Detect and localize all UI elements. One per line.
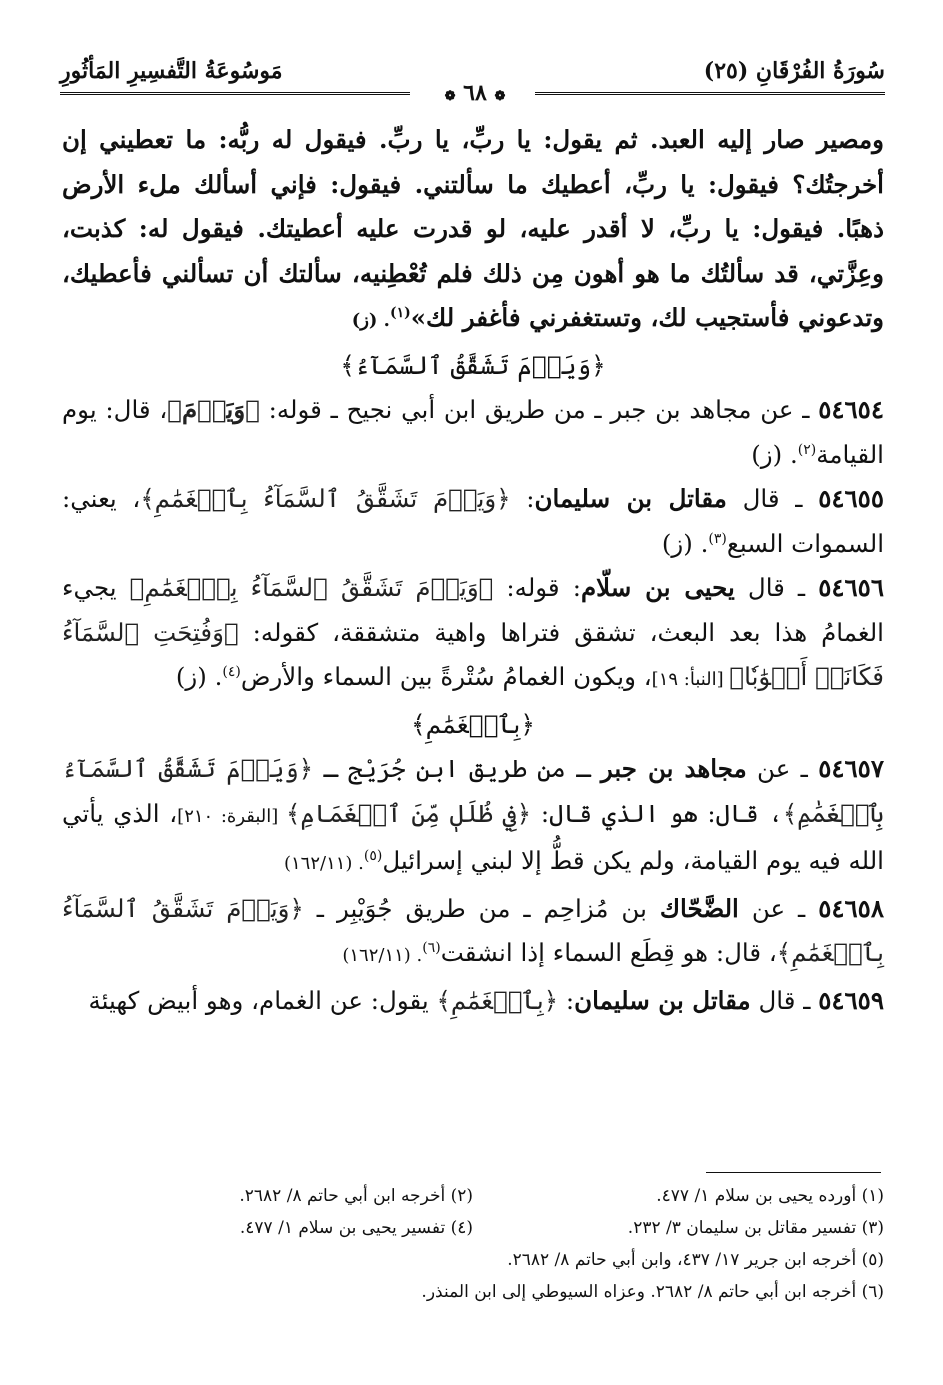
quran-verse: ﴿وَيَوۡمَ تَشَقَّقُ ٱلسَّمَآءُ بِٱلۡغَمَٰمِ﴾: [129, 573, 494, 602]
ornament-icon: ❁: [494, 89, 506, 104]
body-text: [62, 118, 884, 1023]
footnote-1: (١) أورده يحيى بن سلام ١/ ٤٧٧.: [656, 1186, 884, 1206]
entry-54658: ٥٤٦٥٨ ـ عن الضَّحّاك بن مُزاحِم ـ من طريق جُوَيْبِر ـ ﴿وَيَوۡمَ تَشَقَّقُ ٱلسَّمَآءُ بِٱلۡغَمَٰمِ﴾، قال: هو قِطَع السماء إذا انشقت$^{(٦)}$. (١٦٢/١١): [62, 893, 884, 967]
section-heading: ﴿وَيَوۡمَ تَشَقَّقُ ٱلسَّمَآءُ﴾: [340, 350, 606, 380]
quran-verse: ﴿فِي ظُلَلٖ مِّنَ ٱلۡغَمَامِ﴾: [285, 798, 532, 828]
footnote-6: (٦) أخرجه ابن أبي حاتم ٨/ ٢٦٨٢. وعزاه السيوطي إلى ابن المنذر.: [421, 1282, 884, 1302]
speaker-name: مقاتل بن سليمان: [534, 484, 727, 513]
footnote-4: (٤) تفسير يحيى بن سلام ١/ ٤٧٧.: [239, 1218, 473, 1238]
intro-paragraph: ومصير صار إليه العبد. ثم يقول: يا ربِّ، يا ربِّ. فيقول له ربُّه: ما تعطيني إن أخرجتُك؟ فيقول: يا ربِّ، أعطيك ما سألتني. فيقول: فإني أسألك ملء الأرض ذهبًا. فيقول: يا ربِّ، لا أقدر عليه، لو قدرت عليه أعطيتك. فيقول له: كذبت، وعِزَّتي، قد سألتُك ما هو أهون مِن ذلك فلم تُعْطِنيه، سألتك أن تسألني فأعطيك، وتدعوني فأستجيب لك، وتستغفرني فأغفر لك»$^{(١)}$. (ز): [62, 125, 884, 332]
running-header: [60, 58, 885, 106]
page-number: ٦٨: [463, 80, 487, 106]
surah-reference: [النبأ: ١٩]: [651, 669, 730, 690]
quran-verse: ﴿وَيَوۡمَ تَشَقَّقُ ٱلسَّمَآءُ بِٱلۡغَمَٰمِ﴾: [140, 484, 511, 513]
quran-verse: ﴿وَفُتِحَتِ ٱلسَّمَآءُ فَكَانَتۡ أَبۡوَٰبٗا﴾: [62, 617, 884, 691]
entry-54655: ٥٤٦٥٥ ـ قال مقاتل بن سليمان: ﴿وَيَوۡمَ تَشَقَّقُ ٱلسَّمَآءُ بِٱلۡغَمَٰمِ﴾، يعني: السموات السبع$^{(٣)}$. (ز): [62, 484, 884, 558]
header-rule-right: [535, 92, 885, 95]
section-heading: ﴿بِٱلۡغَمَٰمِ﴾: [410, 709, 536, 739]
footnote-ref[interactable]: (٤): [222, 663, 241, 680]
ornament-icon: ❁: [444, 89, 456, 104]
entry-54657: ٥٤٦٥٧ ـ عن مجاهد بن جبر ـ من طريق ابن جُرَيْج ـ ﴿وَيَوۡمَ تَشَقَّقُ ٱلسَّمَآءُ بِٱلۡغَمَٰمِ﴾، قال: هو الذي قال: ﴿فِي ظُلَلٖ مِّنَ ٱلۡغَمَامِ﴾ [البقرة: ٢١٠]، الذي يأتي الله فيه يوم القيامة، ولم يكن قطُّ إلا لبني إسرائيل$^{(٥)}$. (١٦٢/١١): [62, 754, 884, 875]
speaker-name: مقاتل بن سليمان: [574, 985, 751, 1015]
footnote-ref[interactable]: (٣): [708, 530, 727, 547]
entry-54654: ٥٤٦٥٤ ـ عن مجاهد بن جبر ـ من طريق ابن أبي نجيح ـ قوله: ﴿وَيَوۡمَ﴾، قال: يوم القيامة$^{(٢)}$. (ز): [62, 395, 884, 469]
footnote-ref[interactable]: (١): [389, 304, 411, 321]
footnote-ref[interactable]: (٥): [363, 847, 383, 864]
speaker-name: الضَّحّاك: [659, 893, 739, 923]
footnotes: [62, 1180, 884, 1308]
speaker-name: مجاهد بن جبر: [600, 754, 747, 783]
page-number-block: [440, 80, 510, 106]
footnote-3: (٣) تفسير مقاتل بن سليمان ٣/ ٢٣٢.: [627, 1218, 884, 1238]
surah-reference: [البقرة: ٢١٠]: [177, 805, 286, 827]
footnote-2: (٢) أخرجه ابن أبي حاتم ٨/ ٢٦٨٢.: [239, 1186, 473, 1206]
speaker-name: يحيى بن سلّام: [580, 573, 735, 602]
quran-verse: ﴿وَيَوۡمَ تَشَقَّقُ ٱلسَّمَآءُ بِٱلۡغَمَٰمِ﴾: [62, 754, 884, 828]
book-title: مَوسُوعَةُ التَّفسِيرِ المَأثُورِ: [60, 58, 283, 84]
quran-verse: ﴿وَيَوۡمَ﴾: [167, 395, 260, 424]
quran-verse: ﴿بِٱلۡغَمَٰمِ﴾: [436, 985, 559, 1015]
footnote-ref[interactable]: (٢): [797, 441, 817, 458]
quran-verse: ﴿وَيَوۡمَ تَشَقَّقُ ٱلسَّمَآءُ بِٱلۡغَمَٰمِ﴾: [62, 893, 884, 967]
footnote-divider: [706, 1172, 881, 1173]
surah-title: سُورَةُ الفُرْقَانِ (٢٥): [703, 58, 885, 84]
header-rule-left: [60, 92, 410, 95]
footnote-5: (٥) أخرجه ابن جرير ١٧/ ٤٣٧، وابن أبي حاتم ٨/ ٢٦٨٢.: [507, 1250, 884, 1270]
entry-54656: ٥٤٦٥٦ ـ قال يحيى بن سلّام: قوله: ﴿وَيَوۡمَ تَشَقَّقُ ٱلسَّمَآءُ بِٱلۡغَمَٰمِ﴾ يجيء الغمامُ هذا بعد البعث، تشقق فتراها واهية متشققة، كقوله: ﴿وَفُتِحَتِ ٱلسَّمَآءُ فَكَانَتۡ أَبۡوَٰبٗا﴾ [النبأ: ١٩]، ويكون الغمامُ سُتْرةً بين السماء والأرض$^{(٤)}$. (ز): [62, 573, 884, 691]
entry-54659: ٥٤٦٥٩ ـ قال مقاتل بن سليمان: ﴿بِٱلۡغَمَٰمِ﴾ يقول: عن الغمام، وهو أبيض كهيئة: [88, 985, 884, 1015]
footnote-ref[interactable]: (٦): [422, 939, 441, 956]
